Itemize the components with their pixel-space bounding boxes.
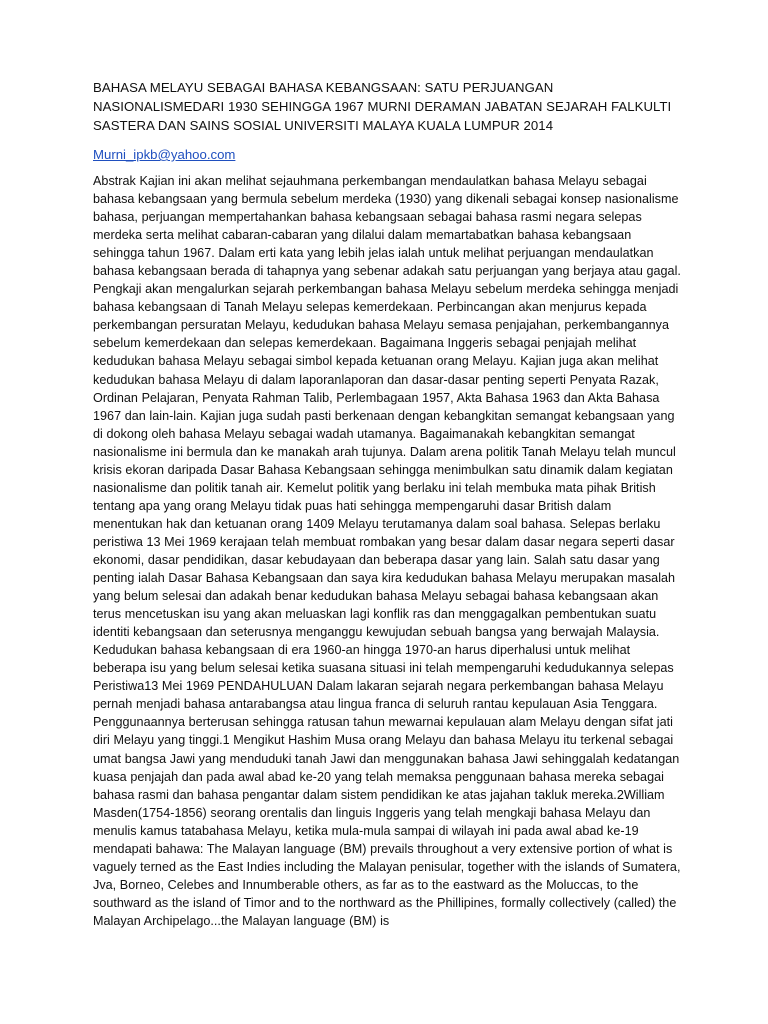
- document-page: [93, 78, 683, 930]
- author-email: [93, 145, 683, 164]
- abstract-body: Abstrak Kajian ini akan melihat sejauhmana perkembangan mendaulatkan bahasa Melayu sebagai bahasa kebangsaan yang bermula sebelum merdeka (1930) yang dikenali sebagai konsep nasionalisme bahasa, perjuangan mempertahankan bahasa kebangsaan sebagai bahasa rasmi negara selepas merdeka serta melihat cabaran-cabaran yang dilalui dalam memartabatkan bahasa kebangsaan sehingga tahun 1967. Dalam erti kata yang lebih jelas ialah untuk melihat perjuangan mendaulatkan bahasa kebangsaan berada di tahapnya yang sebenar adakah satu perjuangan yang berjaya atau gagal. Pengkaji akan mengalurkan sejarah perkembangan bahasa Melayu sebelum merdeka sehingga menjadi bahasa kebangsaan di Tanah Melayu selepas kemerdekaan. Perbincangan akan menjurus kepada perkembangan persuratan Melayu, kedudukan bahasa Melayu semasa penjajahan, perkembangannya sebelum kemerdekaan dan selepas kemerdekaan. Bagaimana Inggeris sebagai penjajah melihat kedudukan bahasa Melayu sebagai simbol kepada ketuanan orang Melayu. Kajian juga akan melihat kedudukan bahasa Melayu di dalam laporanlaporan dan dasar-dasar penting seperti Penyata Razak, Ordinan Pelajaran, Penyata Rahman Talib, Perlembagaan 1957, Akta Bahasa 1963 dan Akta Bahasa 1967 dan lain-lain. Kajian juga sudah pasti berkenaan dengan kebangkitan semangat kebangsaan yang di dokong oleh bahasa Melayu sebagai wadah utamanya. Bagaimanakah kebangkitan semangat nasionalisme ini bermula dan ke manakah arah tujunya. Dalam arena politik Tanah Melayu telah muncul krisis ekoran daripada Dasar Bahasa Kebangsaan sehingga menimbulkan satu dinamik dalam kegiatan nasionalisme dan politik tanah air. Kemelut politik yang berlaku ini telah membuka mata pihak British tentang apa yang orang Melayu tidak puas hati sehingga mempengaruhi dasar British dalam menentukan hak dan ketuanan orang 1409 Melayu terutamanya dalam soal bahasa. Selepas berlaku peristiwa 13 Mei 1969 kerajaan telah membuat rombakan yang besar dalam dasar negara seperti dasar ekonomi, dasar pendidikan, dasar kebudayaan dan beberapa dasar yang lain. Salah satu dasar yang penting ialah Dasar Bahasa Kebangsaan dan saya kira kedudukan bahasa Melayu merupakan masalah yang belum selesai dan adakah benar kedudukan bahasa Melayu sebagai bahasa kebangsaan akan terus mencetuskan isu yang akan meluaskan lagi konflik ras dan menggagalkan pembentukan suatu identiti kebangsaan dan seterusnya menganggu kewujudan sebuah bangsa yang berwajah Malaysia. Kedudukan bahasa kebangsaan di era 1960-an hingga 1970-an harus diperhalusi untuk melihat beberapa isu yang belum selesai ketika suasana situasi ini telah mempengaruhi kedudukannya selepas Peristiwa13 Mei 1969 PENDAHULUAN Dalam lakaran sejarah negara perkembangan bahasa Melayu pernah menjadi bahasa antarabangsa atau lingua franca di seluruh rantau kepulauan Asia Tenggara. Penggunaannya berterusan sehingga ratusan tahun mewarnai kepulauan alam Melayu dengan sifat jati diri Melayu yang tinggi.1 Mengikut Hashim Musa orang Melayu dan bahasa Melayu itu terkenal sebagai umat bangsa Jawi yang menduduki tanah Jawi dan menggunakan bahasa Jawi sehinggalah kedatangan kuasa penjajah dan pada awal abad ke-20 yang telah memaksa penggunaan bahasa mereka sebagai bahasa rasmi dan bahasa pengantar dalam sistem pendidikan ke atas jajahan takluk mereka.2William Masden(1754-1856) seorang orentalis dan linguis Inggeris yang telah mengkaji bahasa Melayu dan menulis kamus tatabahasa Melayu, ketika mula-mula sampai di wilayah ini pada awal abad ke-19 mendapati bahawa: The Malayan language (BM) prevails throughout a very extensive portion of what is vaguely terned as the East Indies including the Malayan penisular, together with the islands of Sumatera, Jva, Borneo, Celebes and Innumberable others, as far as to the eastward as the Moluccas, to the southward as the island of Timor and to the northward as the Phillipines, formally collectively (called) the Malayan Archipelago...the Malayan language (BM) is: [93, 174, 681, 928]
- email-link[interactable]: Murni_ipkb@yahoo.com: [93, 147, 236, 162]
- document-title: BAHASA MELAYU SEBAGAI BAHASA KEBANGSAAN: SATU PERJUANGAN NASIONALISMEDARI 1930 SEHINGGA 1967 MURNI DERAMAN JABATAN SEJARAH FALKULTI SASTERA DAN SAINS SOSIAL UNIVERSITI MALAYA KUALA LUMPUR 2014: [93, 80, 672, 133]
